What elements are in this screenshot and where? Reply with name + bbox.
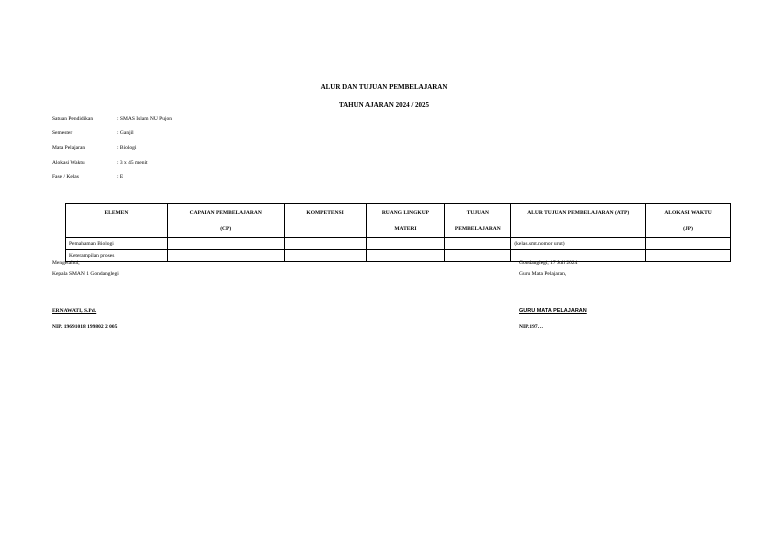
- table-cell: (kelas.smt.nomor urut): [511, 238, 646, 250]
- right-signature-name: GURU MATA PELAJARAN: [519, 308, 587, 314]
- table-header-row: [66, 204, 731, 238]
- info-value: : E: [117, 174, 124, 180]
- table-cell: [646, 250, 731, 262]
- table-cell: [445, 250, 511, 262]
- info-label: Mata Pelajaran: [52, 145, 86, 151]
- table-row: [66, 238, 731, 250]
- table-cell: Pemahaman Biologi: [66, 238, 168, 250]
- left-signature-acknowledged: Mengetahui,: [52, 260, 80, 266]
- left-signature-nip: NIP. 19691018 199802 2 005: [52, 324, 118, 330]
- left-signature-position: Kepala SMAN 1 Gondanglegi: [52, 271, 119, 277]
- header-tujuan-pembelajaran: TUJUAN PEMBELAJARAN: [445, 204, 511, 238]
- table-cell: Keterampilan proses: [66, 250, 168, 262]
- table-cell: [284, 238, 366, 250]
- right-signature-place-date: Gondanglegi, 17 Juli 2024: [519, 260, 578, 266]
- info-value: : Biologi: [117, 145, 137, 151]
- right-signature-position: Guru Mata Pelajaran,: [519, 271, 567, 277]
- table-cell: [284, 250, 366, 262]
- info-label: Satuan Pendidikan: [52, 116, 94, 122]
- header-alokasi-waktu: ALOKASI WAKTU (JP): [646, 204, 731, 238]
- header-atp: ALUR TUJUAN PEMBELAJARAN (ATP): [511, 204, 646, 238]
- table-cell: [366, 238, 445, 250]
- left-signature-name: ERNAWATI, S.Pd.: [52, 308, 97, 314]
- info-label: Semester: [52, 130, 73, 136]
- atp-table: [65, 203, 731, 262]
- table-cell: [366, 250, 445, 262]
- info-label: Fase / Kelas: [52, 174, 79, 180]
- info-value: : SMAS Islam NU Pujon: [117, 116, 173, 122]
- info-value: : Ganjil: [117, 130, 134, 136]
- info-label: Alokasi Waktu: [52, 160, 85, 166]
- document-title: ALUR DAN TUJUAN PEMBELAJARAN: [320, 83, 448, 91]
- header-capaian-pembelajaran: CAPAIAN PEMBELAJARAN (CP): [167, 204, 284, 238]
- table-cell: [167, 238, 284, 250]
- info-value: : 3 x 45 menit: [117, 160, 148, 166]
- header-elemen: ELEMEN: [66, 204, 168, 238]
- header-ruang-lingkup-materi: RUANG LINGKUP MATERI: [366, 204, 445, 238]
- table-cell: [167, 250, 284, 262]
- table-row: [66, 250, 731, 262]
- right-signature-nip: NIP.197…: [519, 324, 544, 330]
- table-cell: [646, 238, 731, 250]
- academic-year-title: TAHUN AJARAN 2024 / 2025: [338, 101, 430, 109]
- table-cell: [445, 238, 511, 250]
- header-kompetensi: KOMPETENSI: [284, 204, 366, 238]
